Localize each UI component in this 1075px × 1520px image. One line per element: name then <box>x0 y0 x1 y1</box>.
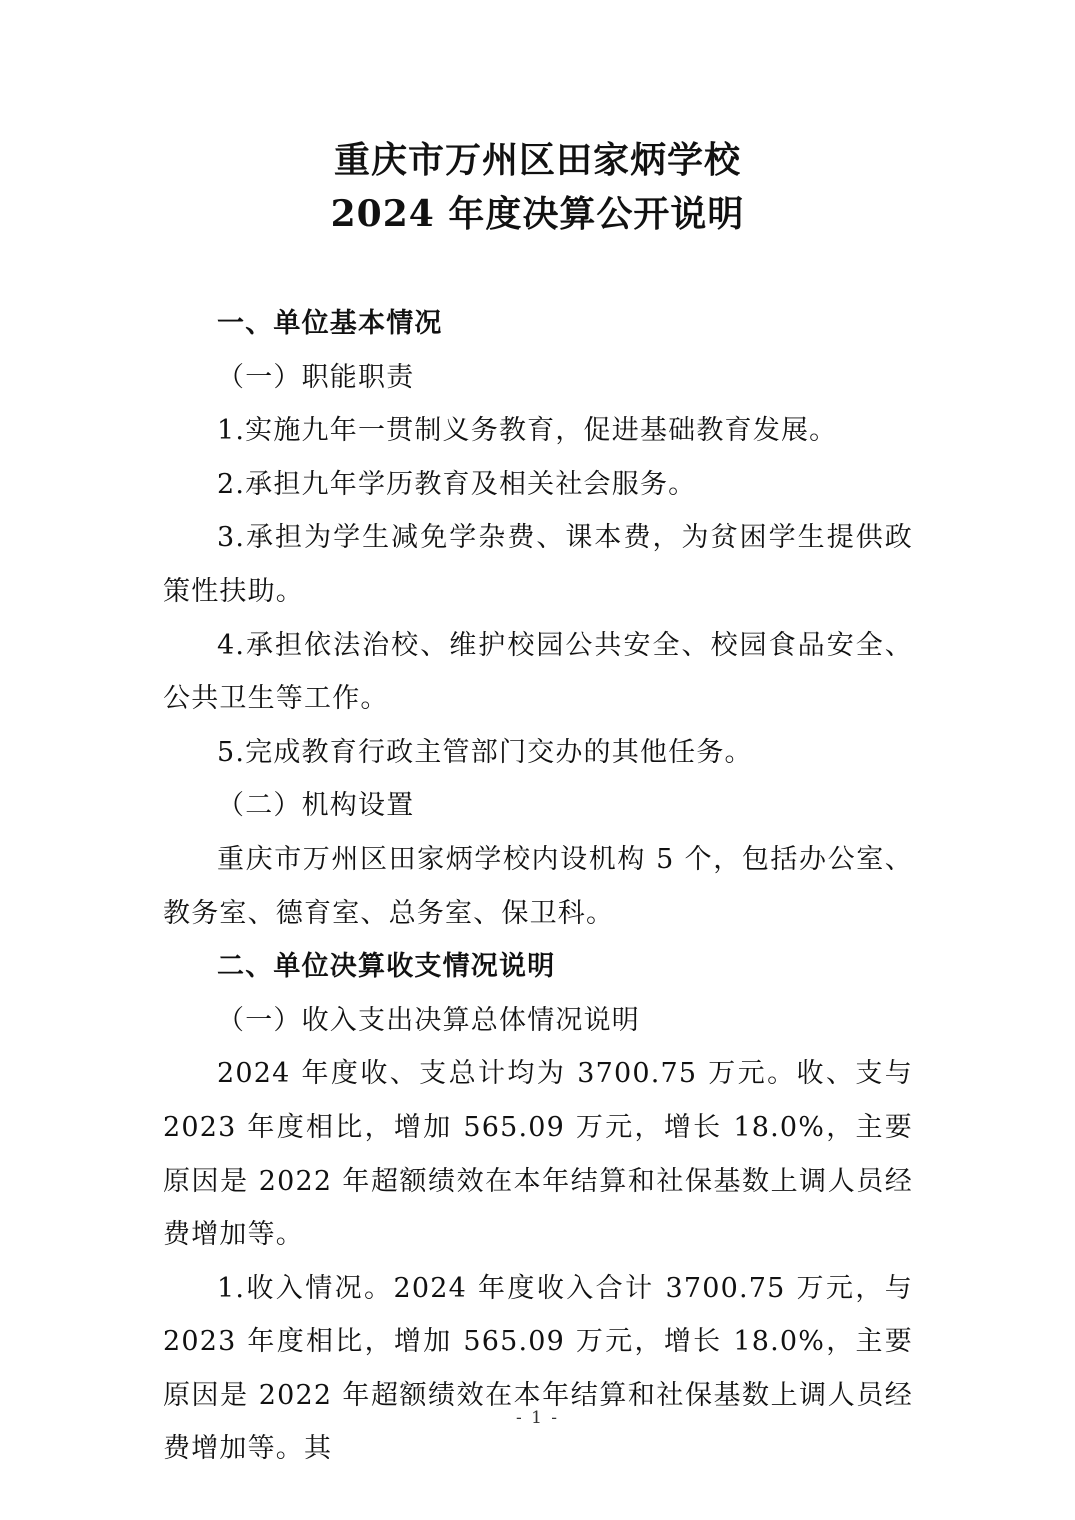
section-heading: 一、单位基本情况 <box>217 308 443 339</box>
document-title-line2: 2024 年度决算公开说明 <box>330 193 745 235</box>
paragraph: 2024 年度收、支总计均为 3700.75 万元。收、支与 2023 年度相比，增加 565.09 万元，增长 18.0%，主要原因是 2022 年超额绩效在本年结算和社保基数上调人员经费增加等。 <box>163 1058 913 1251</box>
paragraph: 重庆市万州区田家炳学校内设机构 5 个，包括办公室、教务室、德育室、总务室、保卫科。 <box>163 843 913 929</box>
paragraph: 5.完成教育行政主管部门交办的其他任务。 <box>217 736 753 768</box>
paragraph: 2.承担九年学历教育及相关社会服务。 <box>217 468 697 500</box>
subsection-heading: （一）收入支出决算总体情况说明 <box>217 1004 640 1036</box>
paragraph: 4.承担依法治校、维护校园公共安全、校园食品安全、公共卫生等工作。 <box>163 629 913 715</box>
subsection-heading: （二）机构设置 <box>217 790 415 822</box>
section-heading: 二、单位决算收支情况说明 <box>217 951 556 983</box>
paragraph: 1.实施九年一贯制义务教育，促进基础教育发展。 <box>217 415 838 447</box>
document-title-line1: 重庆市万州区田家炳学校 <box>333 139 741 181</box>
paragraph: 3.承担为学生减免学杂费、课本费，为贫困学生提供政策性扶助。 <box>163 522 913 607</box>
paragraph: 1.收入情况。2024 年度收入合计 3700.75 万元，与 2023 年度相比，增加 565.09 万元，增长 18.0%，主要原因是 2022 年超额绩效在本年结算和社保基数上调人员经费增加等。其 <box>163 1272 913 1465</box>
document-body <box>163 297 913 1476</box>
page-number: - 1 - <box>515 1408 560 1428</box>
subsection-heading: （一）职能职责 <box>217 361 415 393</box>
